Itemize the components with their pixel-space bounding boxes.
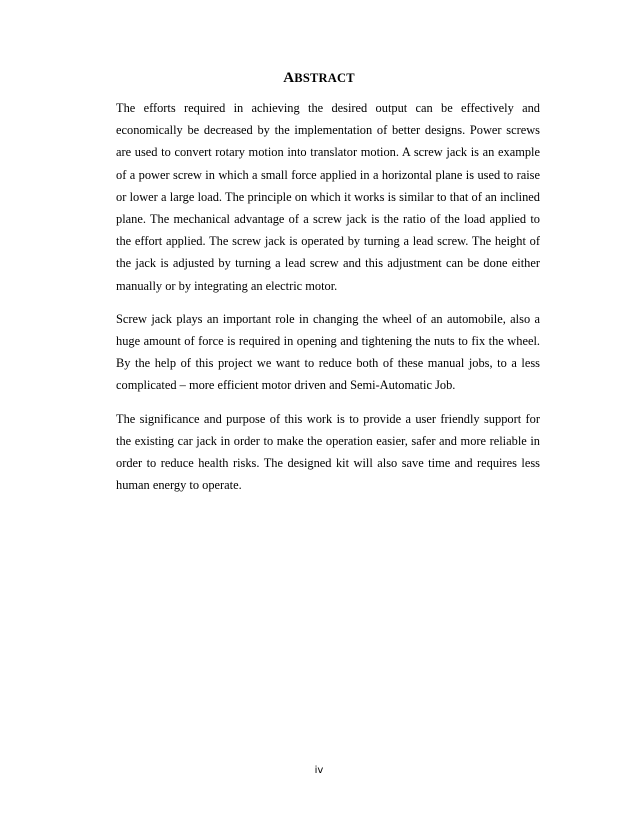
paragraph-2: Screw jack plays an important role in changing the wheel of an automobile, also a huge amount of force is required in opening and tightening the nuts to fix the wheel. By the help of this project we want to reduce both of these manual jobs, to a less complicated – more efficient motor driven and Semi-Automatic Job.: [116, 311, 540, 393]
abstract-body: [116, 97, 540, 507]
paragraph-1: The efforts required in achieving the desired output can be effectively and economically be decreased by the implementation of better designs. Power screws are used to convert rotary motion into translator motion. A screw jack is an example of a power screw in which a small force applied in a horizontal plane is used to raise or lower a large load. The principle on which it works is similar to that of an inclined plane. The mechanical advantage of a screw jack is the ratio of the load applied to the effort applied. The screw jack is operated by turning a lead screw. The height of the jack is adjusted by turning a lead screw and this adjustment can be done either manually or by integrating an electric motor.: [116, 101, 540, 293]
abstract-heading: [0, 70, 638, 87]
heading-first-letter: A: [283, 70, 295, 86]
paragraph-3: The significance and purpose of this work is to provide a user friendly support for the existing car jack in order to make the operation easier, safer and more reliable in order to reduce health risks. The designed kit will also save time and requires less human energy to operate.: [116, 411, 540, 493]
heading-rest: BSTRACT: [294, 71, 355, 85]
page-number: iv: [314, 765, 324, 776]
